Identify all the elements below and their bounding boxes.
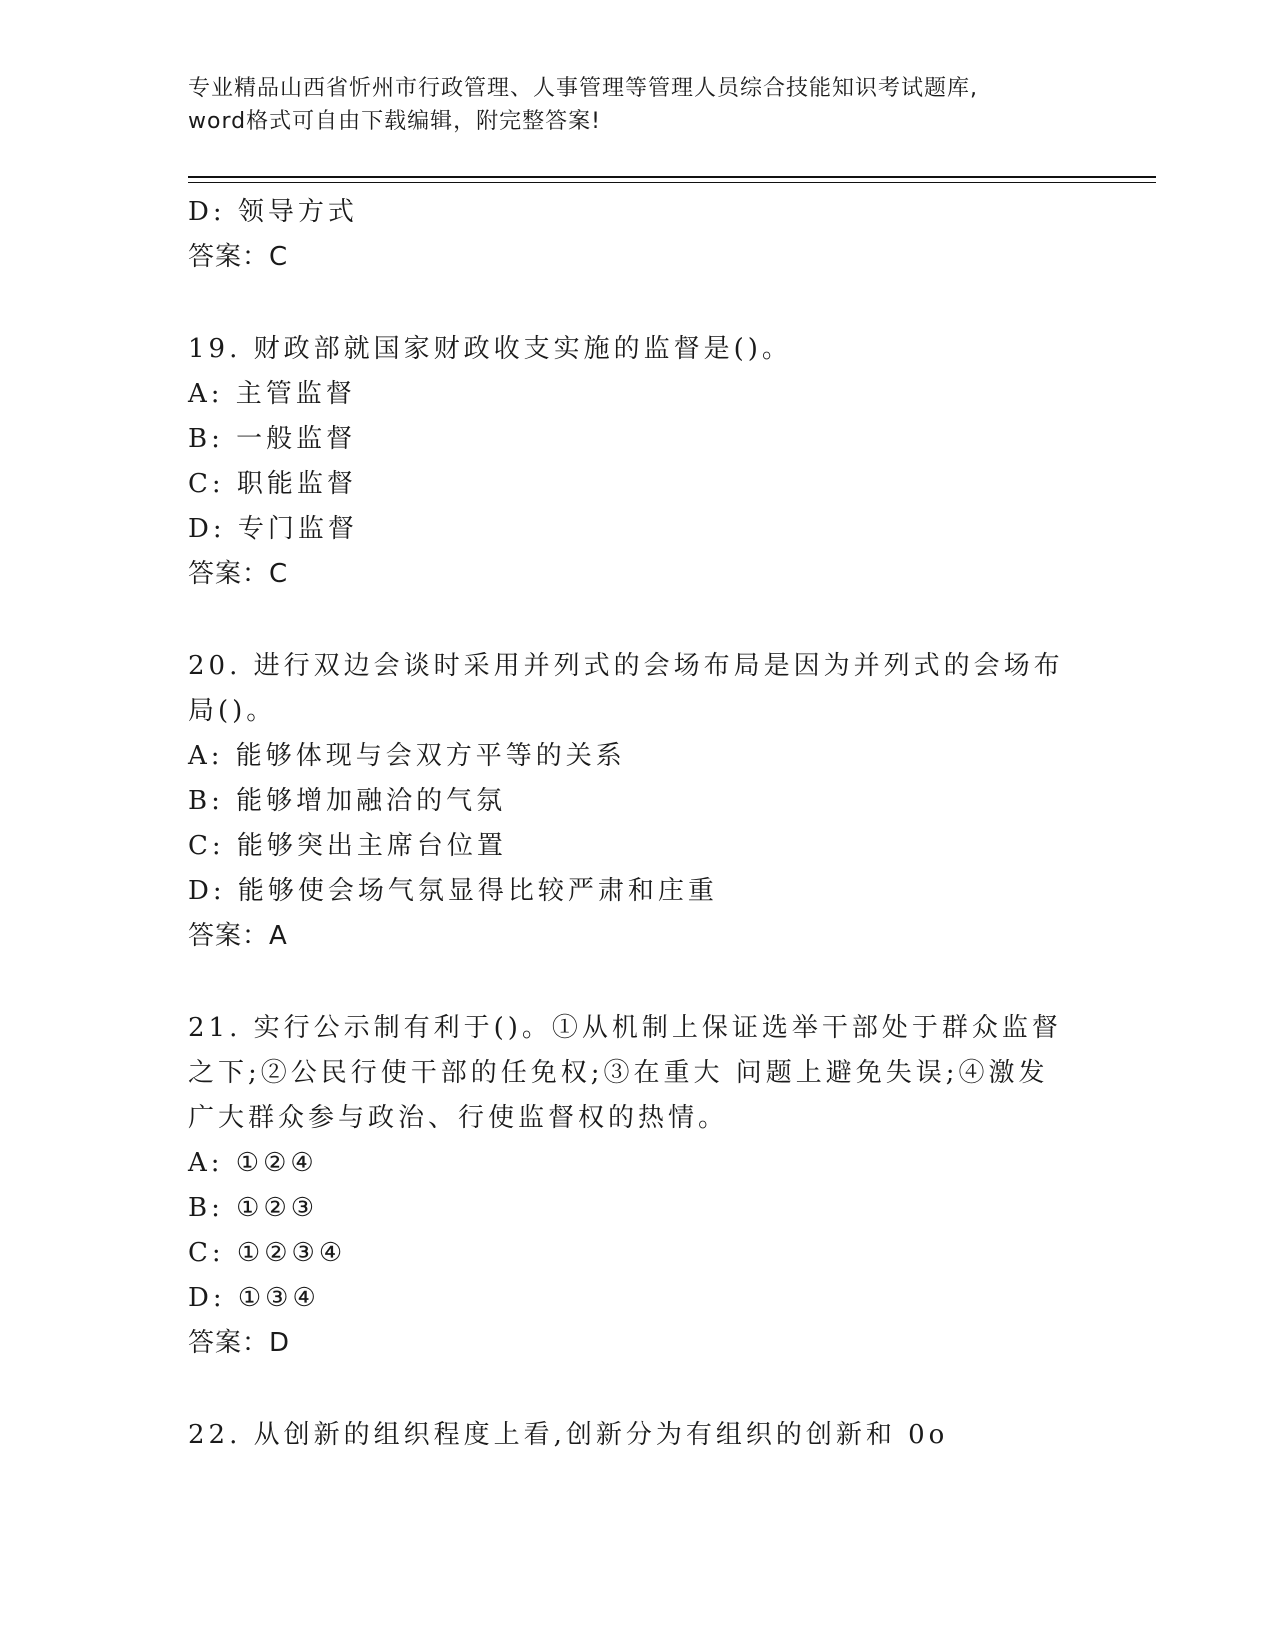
option-d: D: ①③④ bbox=[188, 1283, 320, 1313]
question-19 bbox=[188, 327, 1068, 597]
answer-line: 答案：A bbox=[188, 921, 288, 951]
option-d: D: 能够使会场气氛显得比较严肃和庄重 bbox=[188, 876, 718, 906]
question-22 bbox=[188, 1413, 1068, 1458]
option-c: C: 能够突出主席台位置 bbox=[188, 831, 507, 861]
option-b: B: 能够增加融洽的气氛 bbox=[188, 786, 507, 816]
option-a: A: 能够体现与会双方平等的关系 bbox=[188, 741, 626, 771]
document-header bbox=[188, 72, 1068, 138]
option-c: C: 职能监督 bbox=[188, 469, 357, 499]
header-divider-thin bbox=[188, 182, 1156, 183]
question-21 bbox=[188, 1006, 1068, 1366]
option-a: A: 主管监督 bbox=[188, 379, 356, 409]
option-c: C: ①②③④ bbox=[188, 1238, 347, 1268]
question-list bbox=[188, 190, 1068, 1458]
option-d: D: 领导方式 bbox=[188, 197, 358, 227]
answer-line: 答案：C bbox=[188, 242, 289, 272]
question-stem: 22. 从创新的组织程度上看,创新分为有组织的创新和 0o bbox=[188, 1420, 949, 1450]
header-divider-thick bbox=[188, 176, 1156, 178]
answer-line: 答案：D bbox=[188, 1328, 291, 1358]
header-line-1: 专业精品山西省忻州市行政管理、人事管理等管理人员综合技能知识考试题库, bbox=[188, 76, 978, 101]
option-a: A: ①②④ bbox=[188, 1148, 318, 1178]
header-line-2: word格式可自由下载编辑，附完整答案! bbox=[188, 109, 601, 134]
option-b: B: ①②③ bbox=[188, 1193, 319, 1223]
option-b: B: 一般监督 bbox=[188, 424, 357, 454]
answer-line: 答案：C bbox=[188, 559, 289, 589]
previous-question-tail bbox=[188, 190, 1068, 280]
question-stem: 19. 财政部就国家财政收支实施的监督是()。 bbox=[188, 334, 792, 364]
option-d: D: 专门监督 bbox=[188, 514, 358, 544]
question-20 bbox=[188, 644, 1068, 959]
question-stem: 20. 进行双边会谈时采用并列式的会场布局是因为并列式的会场布局()。 bbox=[188, 651, 1064, 726]
question-stem: 21. 实行公示制有利于()。①从机制上保证选举干部处于群众监督之下;②公民行使干部的任免权;③在重大 问题上避免失误;④激发广大群众参与政治、行使监督权的热情。 bbox=[188, 1013, 1062, 1133]
